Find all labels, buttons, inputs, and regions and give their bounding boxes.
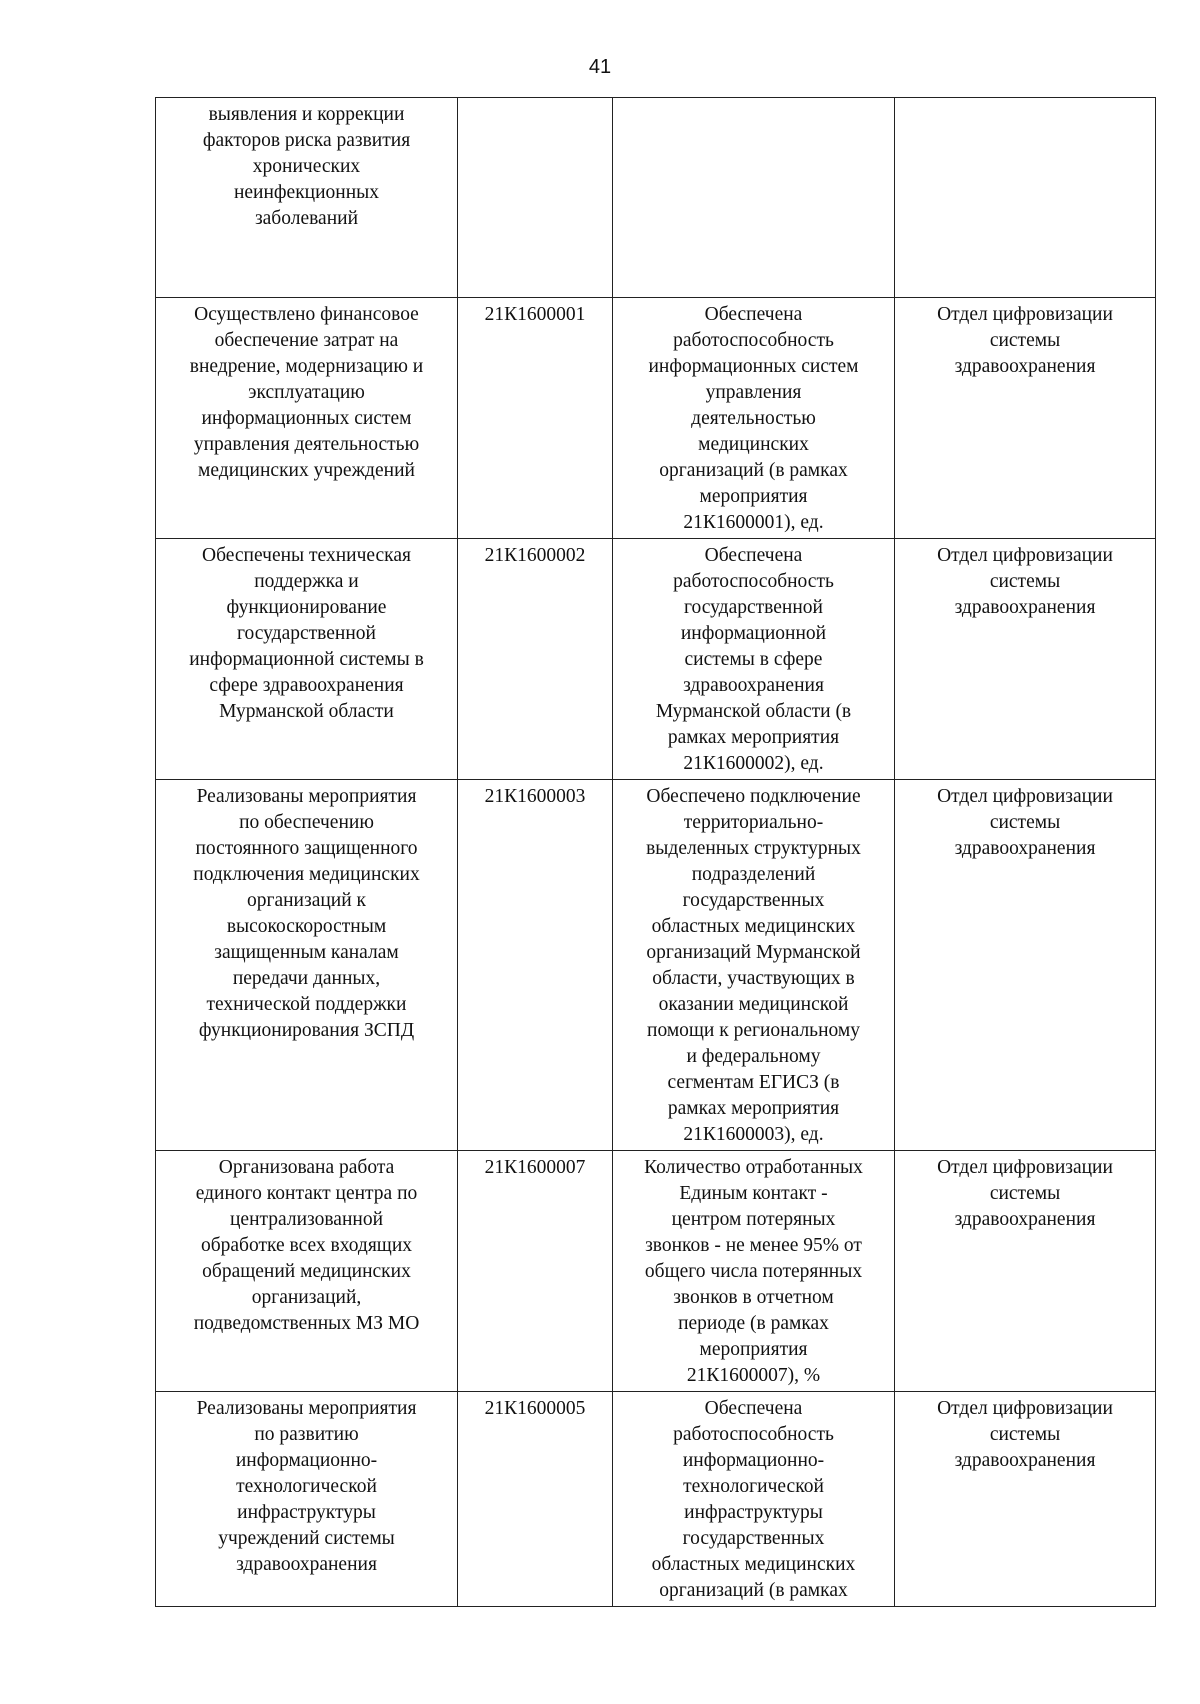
responsible-cell: [895, 1392, 1156, 1607]
responsible-cell: [895, 98, 1156, 298]
table-row: [156, 1392, 1156, 1607]
code-cell: [458, 1392, 613, 1607]
code-text: 21К1600003: [484, 786, 586, 807]
responsible-cell: [895, 539, 1156, 780]
code-text: 21К1600007: [484, 1157, 586, 1178]
indicator-text: Обеспечена работоспособность государственной информационной системы в сфере здравоохранения Мурманской области (в рамках мероприятия 21К1600002), ед.: [655, 545, 852, 774]
measures-table: [155, 97, 1156, 1607]
indicator-cell: [613, 1151, 895, 1392]
code-cell: [458, 780, 613, 1151]
code-cell: [458, 1151, 613, 1392]
result-text: Организована работа единого контакт центра по централизованной обработке всех входящих обращений медицинских организаций, подведомственных МЗ МО: [193, 1157, 420, 1334]
result-cell: [156, 1392, 458, 1607]
code-text: 21К1600002: [484, 545, 586, 566]
indicator-cell: [613, 298, 895, 539]
result-text: Реализованы мероприятия по обеспечению постоянного защищенного подключения медицинских организаций к высокоскоростным защищенным каналам передачи данных, технической поддержки функционирования ЗСПД: [193, 786, 420, 1041]
table-row: [156, 298, 1156, 539]
result-cell: [156, 539, 458, 780]
indicator-cell: [613, 539, 895, 780]
responsible-text: Отдел цифровизации системы здравоохранения: [937, 545, 1113, 618]
code-cell: [458, 539, 613, 780]
indicator-cell: [613, 1392, 895, 1607]
result-cell: [156, 1151, 458, 1392]
code-text: 21К1600001: [484, 304, 586, 325]
result-text: выявления и коррекции факторов риска развития хронических неинфекционных заболеваний: [202, 104, 411, 229]
result-text: Осуществлено финансовое обеспечение затрат на внедрение, модернизацию и эксплуатацию информационных систем управления деятельностью медицинских учреждений: [189, 304, 424, 481]
table-row: [156, 98, 1156, 298]
table-row: [156, 780, 1156, 1151]
result-cell: [156, 98, 458, 298]
result-cell: [156, 298, 458, 539]
page-number: 41: [588, 56, 612, 78]
responsible-text: Отдел цифровизации системы здравоохранения: [937, 1398, 1113, 1471]
table-row: [156, 539, 1156, 780]
responsible-cell: [895, 298, 1156, 539]
responsible-cell: [895, 1151, 1156, 1392]
code-cell: [458, 298, 613, 539]
responsible-cell: [895, 780, 1156, 1151]
code-text: 21К1600005: [484, 1398, 586, 1419]
result-text: Обеспечены техническая поддержка и функционирование государственной информационной системы в сфере здравоохранения Мурманской области: [189, 545, 424, 722]
code-cell: [458, 98, 613, 298]
responsible-text: Отдел цифровизации системы здравоохранения: [937, 1157, 1113, 1230]
indicator-cell: [613, 98, 895, 298]
indicator-text: Обеспечена работоспособность информационно- технологической инфраструктуры государственных областных медицинских организаций (в рамках: [651, 1398, 856, 1601]
indicator-cell: [613, 780, 895, 1151]
responsible-text: Отдел цифровизации системы здравоохранения: [937, 786, 1113, 859]
indicator-text: Обеспечена работоспособность информационных систем управления деятельностью медицинских организаций (в рамках мероприятия 21К1600001), ед.: [648, 304, 859, 533]
responsible-text: Отдел цифровизации системы здравоохранения: [937, 304, 1113, 377]
result-cell: [156, 780, 458, 1151]
indicator-text: Количество отработанных Единым контакт - центром потеряных звонков - не менее 95% от общего числа потерянных звонков в отчетном периоде (в рамках мероприятия 21К1600007), %: [644, 1157, 863, 1386]
result-text: Реализованы мероприятия по развитию информационно- технологической инфраструктуры учреждений системы здравоохранения: [196, 1398, 417, 1575]
indicator-text: Обеспечено подключение территориально- выделенных структурных подразделений государственных областных медицинских организаций Мурманской области, участвующих в оказании медицинской помощи к региональному и федеральному сегментам ЕГИСЗ (в рамках мероприятия 21К1600003), ед.: [646, 786, 861, 1145]
table-row: [156, 1151, 1156, 1392]
